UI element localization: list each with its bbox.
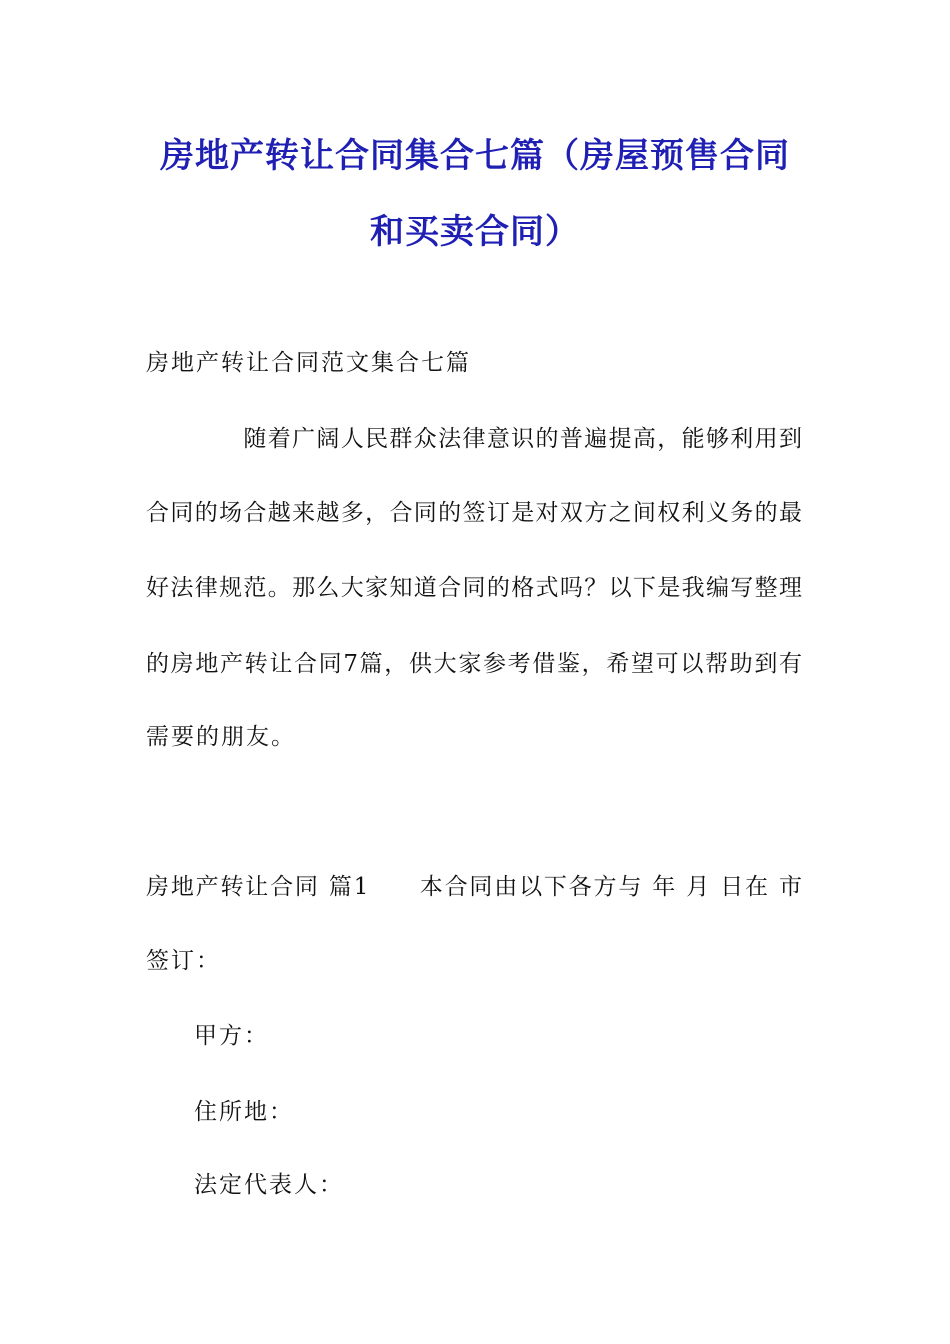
intro-paragraph-line-5: 需要的朋友。 bbox=[146, 724, 296, 750]
field-address: 住所地： bbox=[194, 1099, 294, 1125]
intro-paragraph-line-1 bbox=[146, 420, 802, 453]
document-title-line-1: 房地产转让合同集合七篇（房屋预售合同 bbox=[160, 136, 790, 176]
intro-paragraph-line-4: 的房地产转让合同7篇，供大家参考借鉴，希望可以帮助到有 bbox=[146, 651, 802, 677]
intro-line-1-text: 随着广阔人民群众法律意识的普遍提高，能够利用到 bbox=[242, 426, 802, 452]
article-1-line-2: 签订： bbox=[146, 948, 221, 974]
field-party-a: 甲方： bbox=[194, 1023, 269, 1049]
field-legal-representative: 法定代表人： bbox=[194, 1172, 344, 1198]
article-1-line-1: 房地产转让合同 篇1 本合同由以下各方与 年 月 日在 市 bbox=[146, 874, 802, 900]
document-title-line-2: 和买卖合同） bbox=[370, 212, 580, 252]
intro-paragraph-line-3: 好法律规范。那么大家知道合同的格式吗？以下是我编写整理 bbox=[146, 575, 802, 601]
section-subheading: 房地产转让合同范文集合七篇 bbox=[146, 350, 471, 376]
intro-paragraph-line-2: 合同的场合越来越多，合同的签订是对双方之间权利义务的最 bbox=[146, 500, 802, 526]
